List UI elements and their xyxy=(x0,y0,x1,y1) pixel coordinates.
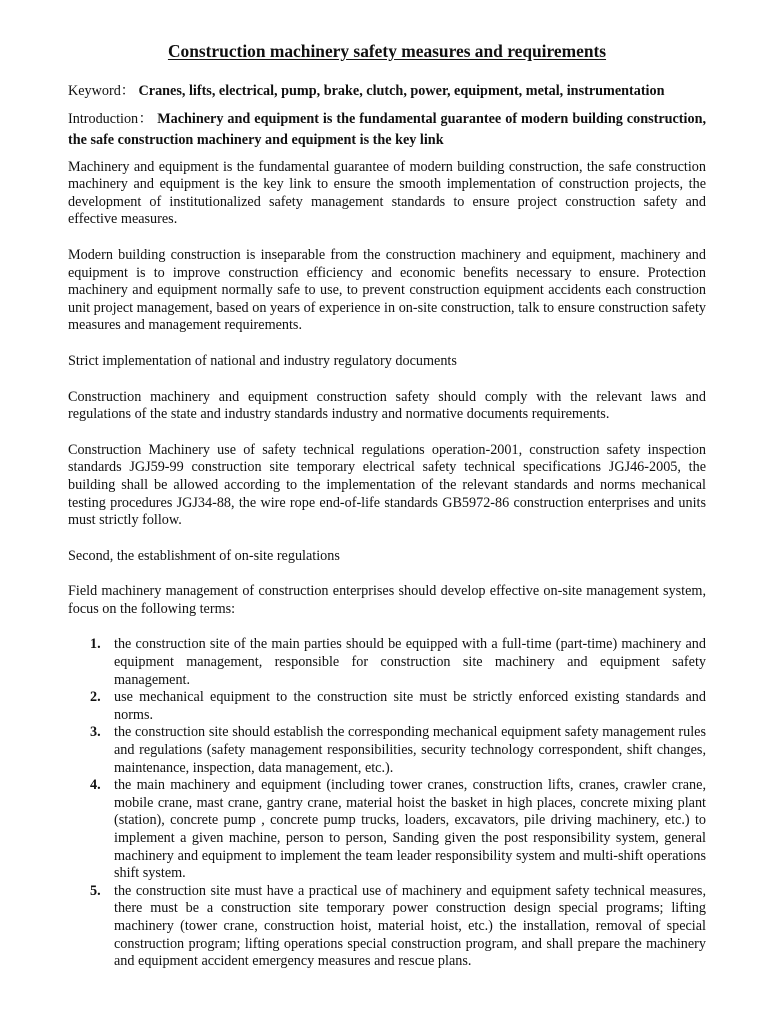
list-item-text: use mechanical equipment to the construction site must be strictly enforced existing standards and norms. xyxy=(114,689,706,723)
introduction-line xyxy=(68,109,706,151)
list-item-number: 3. xyxy=(90,724,101,741)
list-item xyxy=(90,689,706,724)
list-item-text: the construction site must have a practical use of machinery and equipment safety technical measures, there must be a construction site temporary power construction design special programs; lifting machinery (tower crane, construction hoist, material hoist, etc.) the installation, removal of special construction program; lifting operations special construction program, and shall prepare the machinery and equipment accident emergency measures and rescue plans. xyxy=(114,882,706,970)
list-item xyxy=(90,777,706,883)
list-item-number: 5. xyxy=(90,882,101,899)
paragraph: Machinery and equipment is the fundamental guarantee of modern building construction, the safe construction machinery and equipment is the key link to ensure the smooth implementation of construction projects, the development of institutionalized safety management standards to ensure project construction safety and effective measures. xyxy=(68,158,706,228)
list-item xyxy=(90,882,706,971)
list-item xyxy=(90,724,706,777)
keyword-label: Keyword： xyxy=(68,83,135,99)
list-item xyxy=(90,636,706,689)
section-heading: Second, the establishment of on-site regulations xyxy=(68,547,340,564)
document-title: Construction machinery safety measures and requirements xyxy=(167,41,607,61)
paragraph: Field machinery management of construction enterprises should develop effective on-site management system, focus on the following terms: xyxy=(68,583,706,617)
list-item-text: the main machinery and equipment (including tower cranes, construction lifts, cranes, crawler crane, mobile crane, mast crane, gantry crane, material hoist the basket in high places, concrete mixing plant (station), concrete pump , concrete pump trucks, loaders, excavators, pile driving machinery, etc.) to implement a given machine, person to person, Sanding given the post responsibility system, general machinery and equipment to implement the team leader responsibility system and multi-shift operations shift system. xyxy=(114,777,706,882)
keyword-text: Cranes, lifts, electrical, pump, brake, clutch, power, equipment, metal, instrumentation xyxy=(138,83,665,99)
list-item-number: 1. xyxy=(90,636,101,653)
list-item-number: 2. xyxy=(90,689,101,706)
section-heading: Strict implementation of national and industry regulatory documents xyxy=(68,352,457,369)
paragraph: Construction Machinery use of safety technical regulations operation-2001, construction safety inspection standards JGJ59-99 construction site temporary electrical safety technical specifications JGJ46-2005, the building shall be allowed according to the implementation of the relevant standards and norms mechanical testing procedures JGJ34-88, the wire rope end-of-life standards GB5972-86 construction enterprises and units must strictly follow. xyxy=(68,441,706,529)
paragraph: Modern building construction is inseparable from the construction machinery and equipment, machinery and equipment is to improve construction efficiency and economic benefits necessary to ensure. Protection machinery and equipment normally safe to use, to prevent construction equipment accidents each construction unit project management, based on years of experience in on-site construction, talk to ensure construction safety measures and management requirements. xyxy=(68,246,706,334)
list-item-text: the construction site of the main parties should be equipped with a full-time (part-time) machinery and equipment management, responsible for construction site machinery and equipment safety management. xyxy=(114,636,706,688)
introduction-text: Machinery and equipment is the fundamental guarantee of modern building construction, the safe construction machinery and equipment is the key link xyxy=(68,110,707,148)
numbered-list xyxy=(68,636,706,970)
paragraph: Construction machinery and equipment construction safety should comply with the relevant laws and regulations of the state and industry standards industry and normative documents requirements. xyxy=(68,388,706,423)
list-item-number: 4. xyxy=(90,777,101,794)
introduction-label: Introduction： xyxy=(68,110,154,127)
keyword-line xyxy=(68,83,706,101)
list-item-text: the construction site should establish the corresponding mechanical equipment safety management rules and regulations (safety management responsibilities, security technology correspondent, shift changes, maintenance, inspection, data management, etc.). xyxy=(114,724,706,776)
